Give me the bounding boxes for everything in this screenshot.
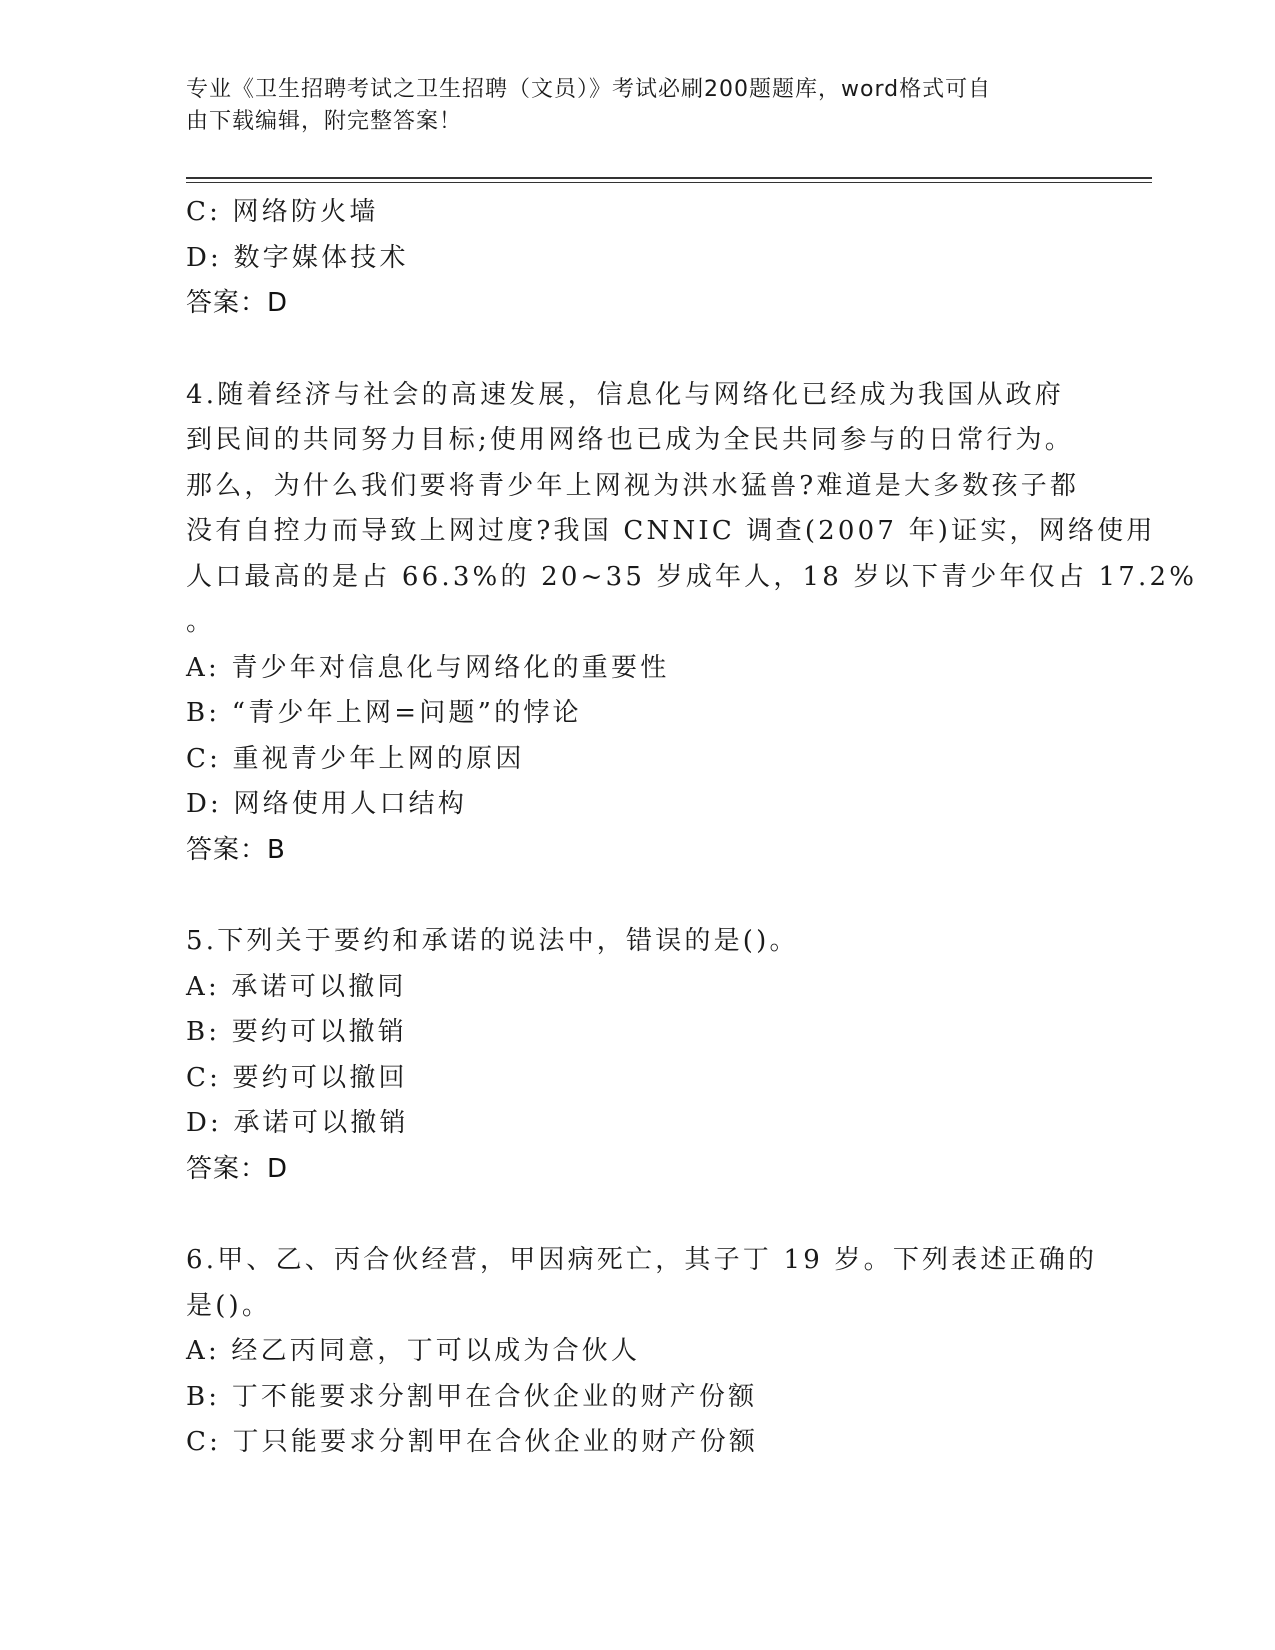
spacer [186, 873, 1086, 919]
option-c: C: 重视青少年上网的原因 [186, 743, 525, 774]
question-stem-line: 5.下列关于要约和承诺的说法中，错误的是()。 [186, 926, 799, 956]
option-c: C: 丁只能要求分割甲在合伙企业的财产份额 [186, 1427, 759, 1457]
page-header [186, 74, 1086, 138]
question-3-tail [186, 190, 1086, 327]
header-line-1: 专业《卫生招聘考试之卫生招聘（文员）》考试必刷200题题库，word格式可自 [186, 77, 992, 102]
question-4 [186, 373, 1198, 874]
header-divider [186, 177, 1152, 179]
option-a: A: 承诺可以撤同 [186, 971, 407, 1002]
answer: 答案：D [186, 1153, 289, 1184]
option-b: B: 丁不能要求分割甲在合伙企业的财产份额 [186, 1381, 758, 1412]
question-stem-line: 6.甲、乙、丙合伙经营，甲因病死亡，其子丁 19 岁。下列表述正确的 [186, 1245, 1098, 1275]
option-c: C: 要约可以撤回 [186, 1062, 408, 1093]
spacer [186, 327, 1086, 373]
option-b: B: “青少年上网=问题”的悖论 [186, 698, 582, 728]
question-6 [186, 1238, 1098, 1466]
question-stem-line: 到民间的共同努力目标;使用网络也已成为全民共同参与的日常行为。 [186, 425, 1074, 455]
question-stem-line: 是()。 [186, 1290, 272, 1321]
option-d: D: 承诺可以撤销 [186, 1108, 409, 1138]
question-5 [186, 919, 1086, 1192]
answer: 答案：B [186, 834, 286, 865]
question-stem-line: 那么，为什么我们要将青少年上网视为洪水猛兽?难道是大多数孩子都 [186, 470, 1080, 501]
option-d: D: 网络使用人口结构 [186, 789, 468, 819]
question-stem-line: 4.随着经济与社会的高速发展，信息化与网络化已经成为我国从政府 [186, 379, 1065, 410]
header-divider-thin [186, 182, 1152, 183]
question-stem-line: 。 [186, 607, 216, 637]
option-a: A: 青少年对信息化与网络化的重要性 [186, 652, 670, 683]
question-stem-line: 人口最高的是占 66.3%的 20~35 岁成年人，18 岁以下青少年仅占 17.2% [186, 561, 1198, 592]
option-a: A: 经乙丙同意，丁可以成为合伙人 [186, 1336, 641, 1366]
option-b: B: 要约可以撤销 [186, 1017, 407, 1047]
option-d: D: 数字媒体技术 [186, 242, 409, 273]
question-stem-line: 没有自控力而导致上网过度?我国 CNNIC 调查(2007 年)证实，网络使用 [186, 516, 1156, 546]
document-body [186, 190, 1198, 1466]
option-c: C: 网络防火墙 [186, 197, 379, 227]
spacer [186, 1192, 1086, 1238]
answer: 答案：D [186, 288, 289, 318]
header-line-2: 由下载编辑，附完整答案！ [186, 109, 463, 134]
